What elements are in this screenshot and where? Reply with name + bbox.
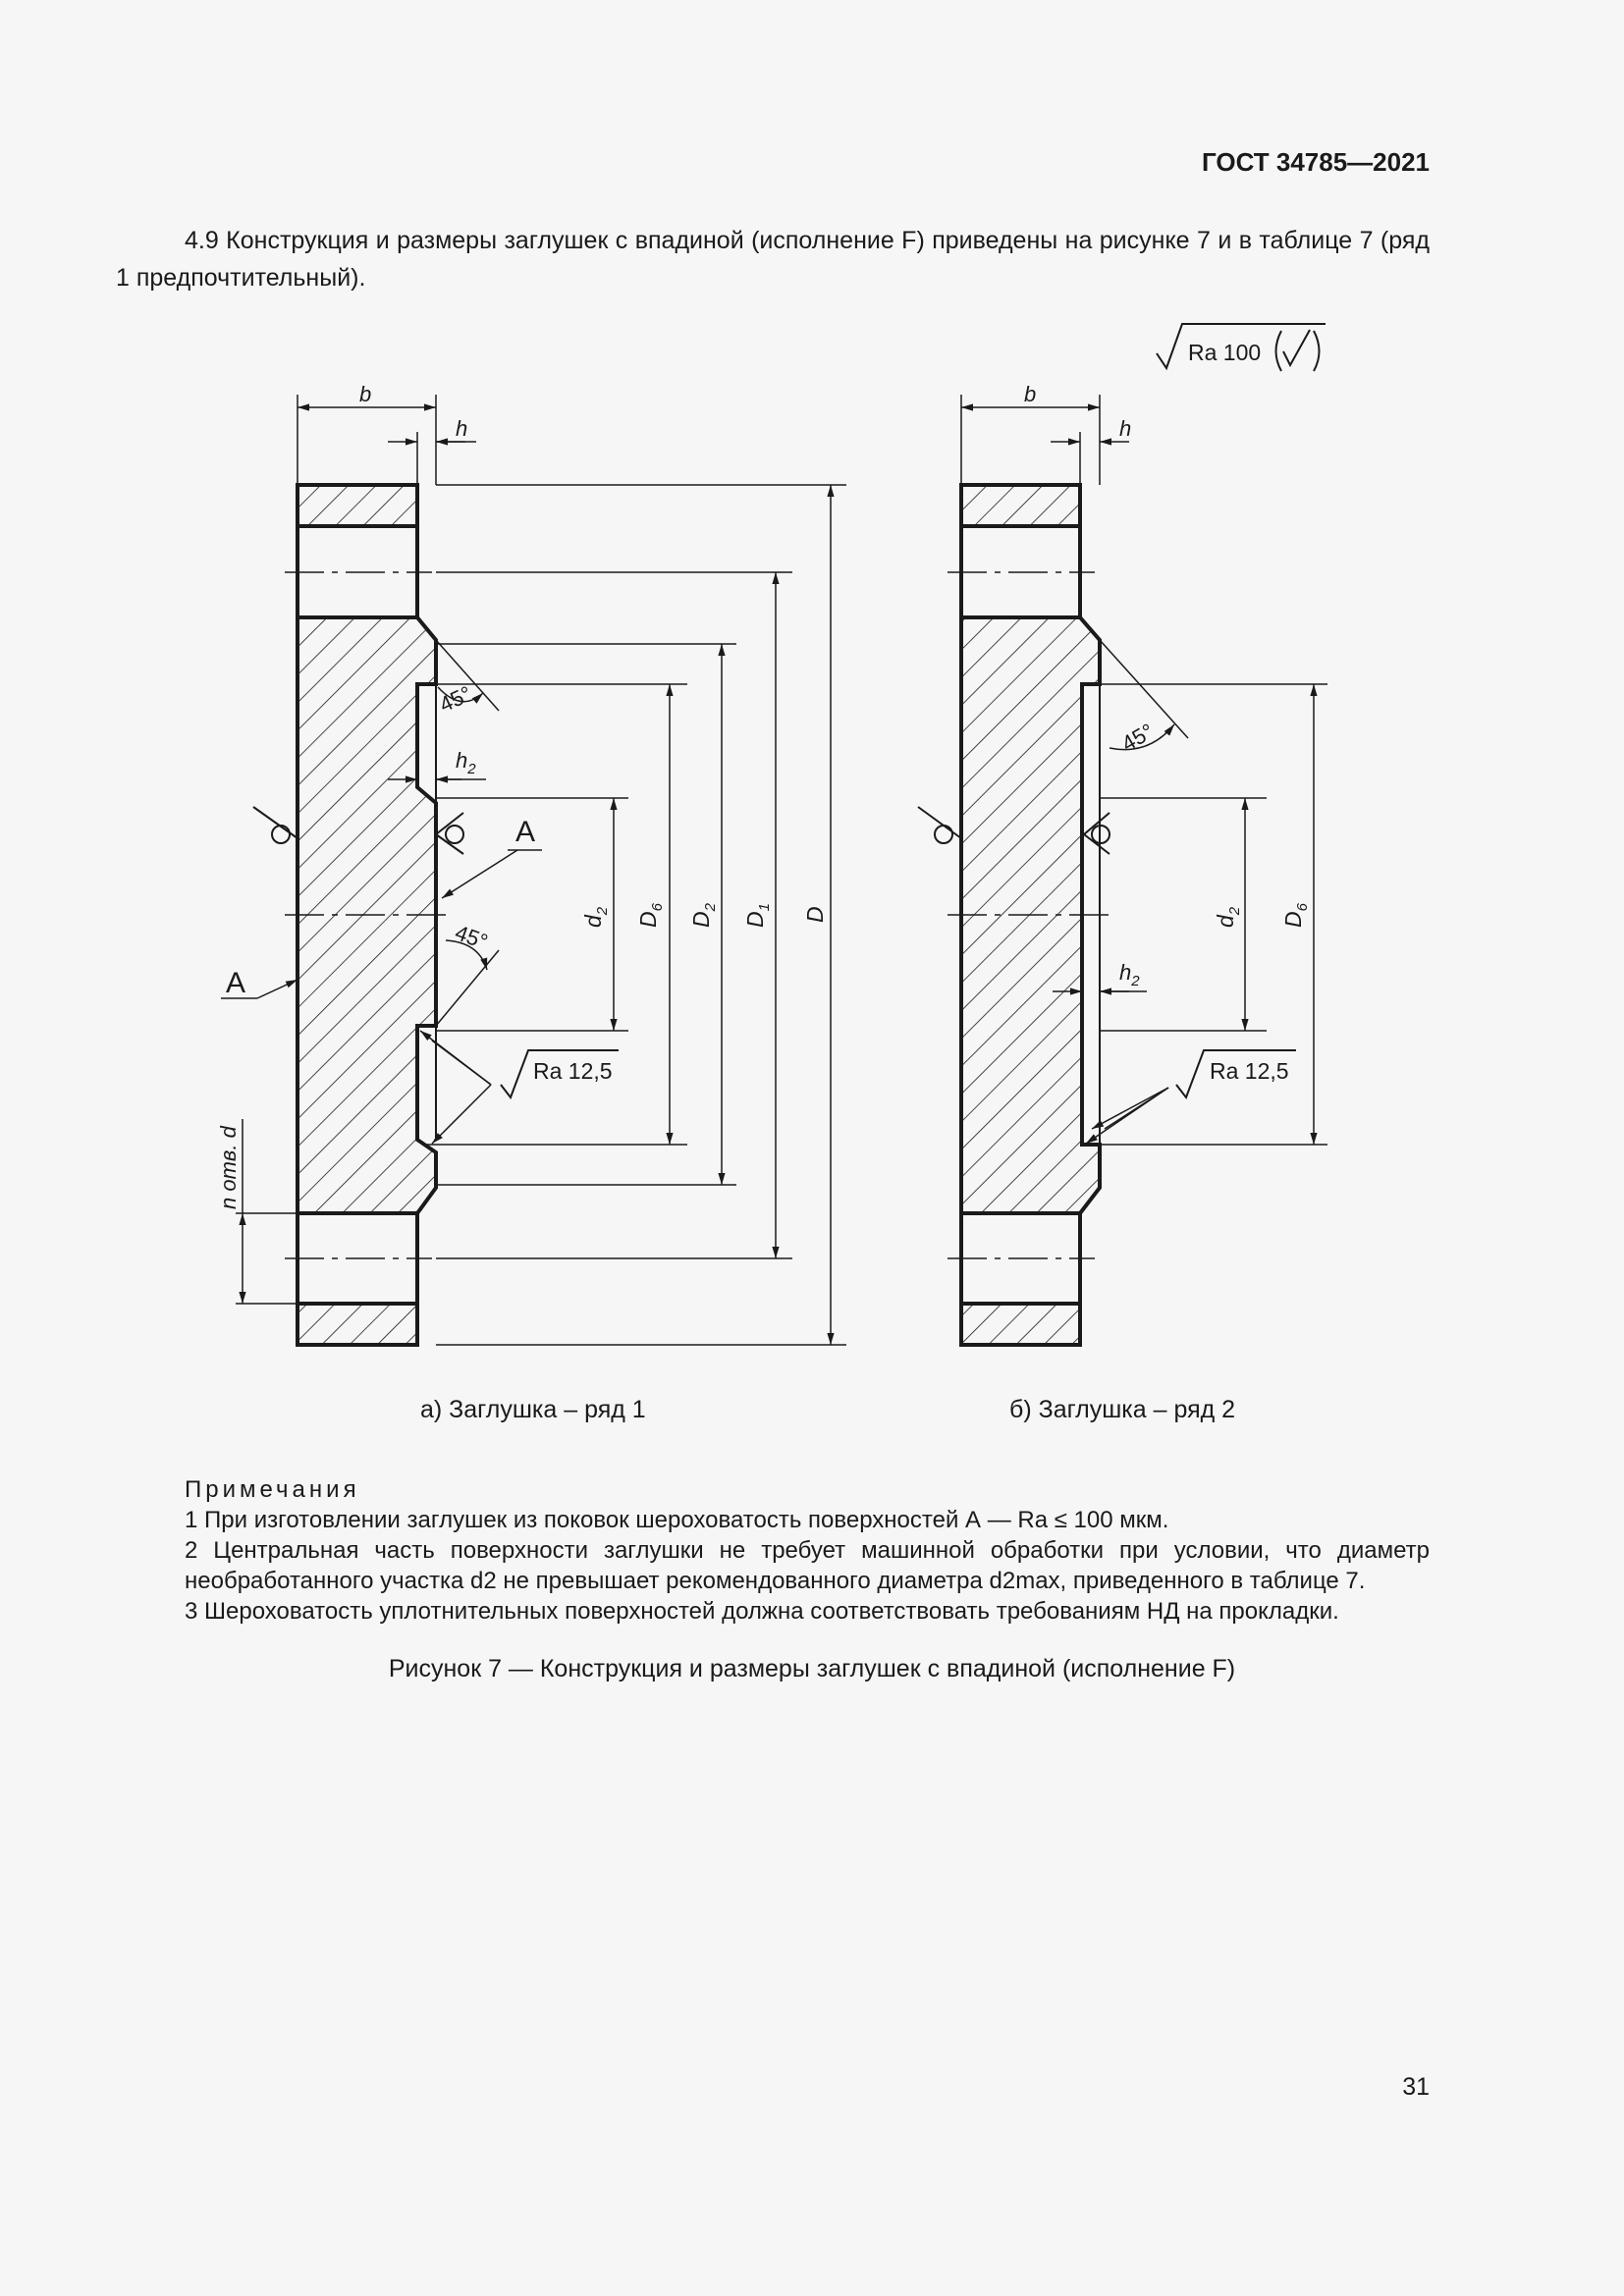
note-1: 1 При изготовлении заглушек из поковок шероховатость поверхностей А — Ra ≤ 100 мкм. [185,1507,1169,1533]
dim-d2-row1: $d_2$ [580,906,611,928]
angle-top-row1: 45° [435,680,476,718]
section-a-right: А [515,816,536,848]
roughness-seal-row1: Ra 12,5 [533,1058,613,1084]
intro-paragraph: 4.9 Конструкция и размеры заглушек с впадиной (исполнение F) приведены на рисунке 7 и в таблице 7 (ряд 1 предпочтительный). [116,227,1430,292]
holes-label-row1: n отв. d [216,1126,241,1209]
dim-D6-row2: $D_6$ [1280,903,1311,928]
dim-D-row1: D [802,906,828,923]
notes-title: Примечания [185,1476,360,1503]
flange-bottom-lug [298,1304,417,1345]
dim-D2-row1: $D_2$ [688,903,719,928]
angle-bottom-row1: 45° [452,920,492,955]
page-number: 31 [1402,2073,1430,2101]
dim-D6-row1: $D_6$ [635,903,666,928]
roughness-general-symbol [1157,324,1326,371]
blind-flange-row1 [216,382,846,1345]
dim-d2-row2: $d_2$ [1213,906,1243,928]
flange-top-lug [298,485,417,526]
dim-h2-row1: $h_2$ [456,748,476,777]
dim-D1-row1: $D_1$ [742,903,773,928]
caption-row2: б) Заглушка – ряд 2 [1009,1396,1236,1423]
notes-block [116,1474,1430,1627]
dim-h2-row2: $h_2$ [1119,960,1140,989]
roughness-general-label: Ra 100 [1188,340,1262,365]
caption-row1: а) Заглушка – ряд 1 [420,1396,646,1423]
note-2: 2 Центральная часть поверхности заглушки не требует машинной обработки при условии, что диаметр необработанного участка d2 не превышает рекомендованного диаметра d2max, приведенного в таблице 7. [185,1537,1430,1594]
dim-h-row2: h [1119,416,1132,441]
angle-row2: 45° [1117,719,1159,757]
section-a-left: А [226,967,246,999]
figure-caption: Рисунок 7 — Конструкция и размеры заглушек с впадиной (исполнение F) [388,1655,1236,1682]
dim-b-row1: b [359,382,372,406]
note-3: 3 Шероховатость уплотнительных поверхностей должна соответствовать требованиям НД на прокладки. [185,1598,1339,1625]
standard-header: ГОСТ 34785—2021 [1202,147,1430,177]
technical-drawing [0,294,1624,1374]
blind-flange-row2 [918,382,1327,1345]
roughness-seal-row2: Ra 12,5 [1210,1058,1289,1084]
dim-h-row1: h [456,416,468,441]
dim-b-row2: b [1024,382,1037,406]
